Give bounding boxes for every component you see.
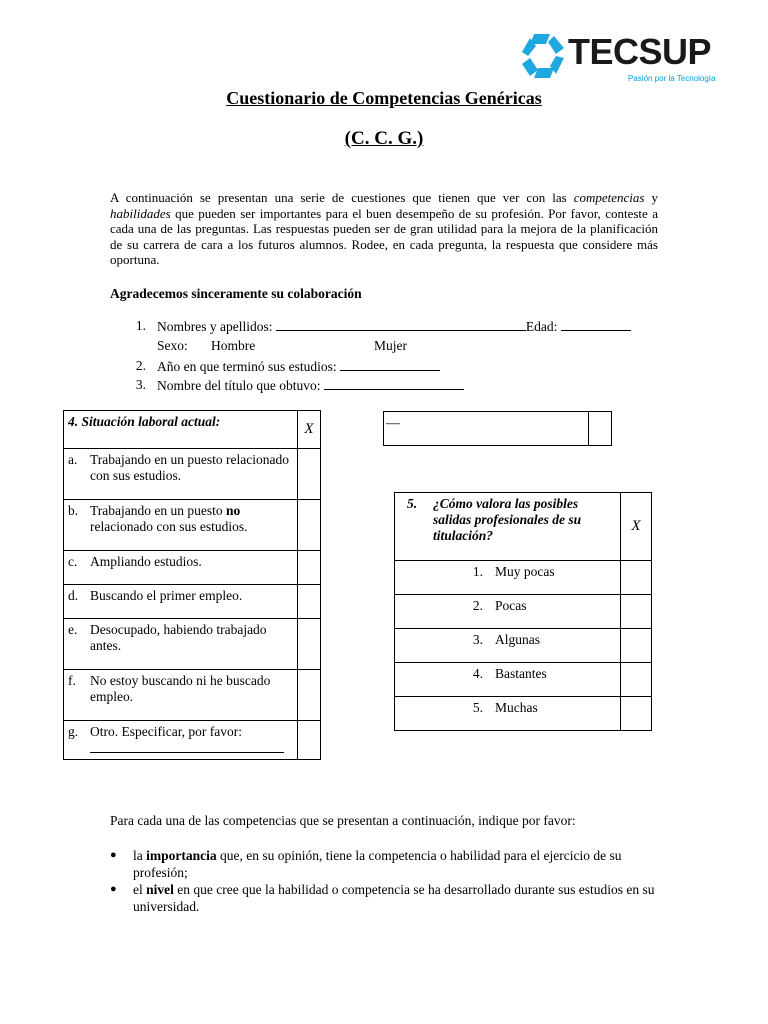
option-letter: a.: [68, 452, 78, 467]
option-text: Muy pocas: [495, 564, 555, 579]
intro-habilidades: habilidades: [110, 205, 171, 221]
logo-tagline: Pasión por la Tecnología: [628, 74, 716, 83]
option-text: Muchas: [495, 700, 538, 715]
q2-row: [157, 358, 440, 375]
instructions-list: [110, 847, 658, 915]
q5-answer-3[interactable]: [621, 629, 652, 663]
q1-row: [157, 318, 631, 335]
q4-table: [63, 410, 321, 760]
q5-table: [394, 492, 652, 731]
table-row: [64, 721, 321, 760]
intro-text-rest: que pueden ser importantes para el buen desempeño de su profesión. Por favor, conteste a cada una de las preguntas. Las respuestas pueden ser de gran utilidad para la mejora de la planificación de su carrera de cara a los futuros alumnos. Rodee, en cada pregunta, la respuesta que considere más oportuna.: [110, 205, 658, 267]
q5-answer-1[interactable]: [621, 561, 652, 595]
small-box: [383, 411, 612, 446]
year-field[interactable]: [340, 358, 440, 371]
q4-answer-d[interactable]: [298, 585, 321, 619]
option-text: Otro. Especificar, por favor:: [90, 724, 284, 757]
q5-number: 5.: [407, 496, 418, 511]
intro-y: y: [644, 190, 658, 205]
bullet-icon: ●: [110, 883, 117, 895]
sexo-label: Sexo:: [157, 338, 188, 353]
q4-answer-a[interactable]: [298, 449, 321, 500]
table-row: [395, 595, 652, 629]
option-text: Desocupado, habiendo trabajado antes.: [90, 622, 267, 653]
mujer-option[interactable]: Mujer: [374, 338, 407, 353]
logo-wordmark: TECSUP: [568, 31, 712, 72]
small-box-check[interactable]: [589, 412, 612, 446]
option-text: Trabajando en un puesto no relacionado con sus estudios.: [90, 503, 248, 534]
option-text: No estoy buscando ni he buscado empleo.: [90, 673, 271, 704]
age-field[interactable]: [561, 318, 631, 331]
page-subtitle: (C. C. G.): [344, 128, 424, 149]
name-field[interactable]: [276, 318, 526, 331]
option-text: Algunas: [495, 632, 540, 647]
q4-answer-f[interactable]: [298, 670, 321, 721]
bullet-icon: ●: [110, 849, 117, 861]
table-row: [64, 551, 321, 585]
q4-header: 4. Situación laboral actual:: [64, 411, 298, 449]
tecsup-logo-icon: [520, 30, 568, 82]
name-label: Nombres y apellidos:: [157, 319, 273, 334]
table-row: [395, 629, 652, 663]
q4-x-header: X: [298, 411, 321, 449]
list-item: [110, 847, 658, 881]
q5-header: [395, 493, 621, 561]
option-text: Ampliando estudios.: [90, 554, 202, 569]
option-letter: g.: [68, 724, 79, 739]
table-row: [395, 697, 652, 731]
table-row: [395, 561, 652, 595]
page-title: Cuestionario de Competencias Genéricas: [226, 88, 542, 108]
option-number: 4.: [472, 666, 483, 681]
intro-text: A continuación se presentan una serie de cuestiones que tienen que ver con las: [110, 190, 574, 205]
q4-answer-g[interactable]: [298, 721, 321, 760]
q4-answer-e[interactable]: [298, 619, 321, 670]
option-letter: e.: [68, 622, 78, 637]
table-row: [64, 670, 321, 721]
table-row: [64, 500, 321, 551]
q4-answer-c[interactable]: [298, 551, 321, 585]
option-text: Pocas: [495, 598, 527, 613]
bullet-text: el nivel en que cree que la habilidad o competencia se ha desarrollado durante sus estudios en su universidad.: [133, 882, 655, 914]
q5-question: ¿Cómo valora las posibles salidas profesionales de su titulación?: [433, 496, 582, 543]
degree-label: Nombre del título que obtuvo:: [157, 378, 321, 393]
degree-field[interactable]: [324, 377, 464, 390]
option-number: 1.: [472, 564, 483, 579]
option-number: 5.: [472, 700, 483, 715]
thanks-heading: Agradecemos sinceramente su colaboración: [110, 286, 362, 301]
q3-row: [157, 377, 464, 394]
option-letter: f.: [68, 673, 76, 688]
option-text: Bastantes: [495, 666, 547, 681]
q5-x-header: X: [621, 493, 652, 561]
other-specify-field[interactable]: [90, 740, 284, 753]
q5-answer-4[interactable]: [621, 663, 652, 697]
q5-answer-5[interactable]: [621, 697, 652, 731]
q4-answer-b[interactable]: [298, 500, 321, 551]
q1-number: 1.: [135, 318, 146, 333]
list-item: [110, 881, 658, 915]
instructions-intro: Para cada una de las competencias que se presentan a continuación, indique por favor:: [110, 813, 576, 828]
table-row: [64, 585, 321, 619]
option-letter: d.: [68, 588, 79, 603]
table-row: [64, 449, 321, 500]
q2-number: 2.: [135, 358, 146, 373]
table-row: [395, 663, 652, 697]
intro-competencias: competencias: [573, 190, 645, 205]
age-label: Edad:: [525, 319, 558, 334]
option-number: 2.: [472, 598, 483, 613]
q5-answer-2[interactable]: [621, 595, 652, 629]
bullet-text: la importancia que, en su opinión, tiene la competencia o habilidad para el ejercicio de su profesión;: [133, 848, 622, 880]
small-box-cell: —: [384, 412, 589, 446]
year-label: Año en que terminó sus estudios:: [157, 359, 337, 374]
option-text: Buscando el primer empleo.: [90, 588, 243, 603]
option-letter: c.: [68, 554, 78, 569]
q3-number: 3.: [135, 377, 146, 392]
option-number: 3.: [472, 632, 483, 647]
table-row: [64, 619, 321, 670]
option-letter: b.: [68, 503, 79, 518]
intro-paragraph: [110, 190, 658, 268]
option-text: Trabajando en un puesto relacionado con sus estudios.: [90, 452, 289, 483]
hombre-option[interactable]: Hombre: [211, 338, 256, 353]
